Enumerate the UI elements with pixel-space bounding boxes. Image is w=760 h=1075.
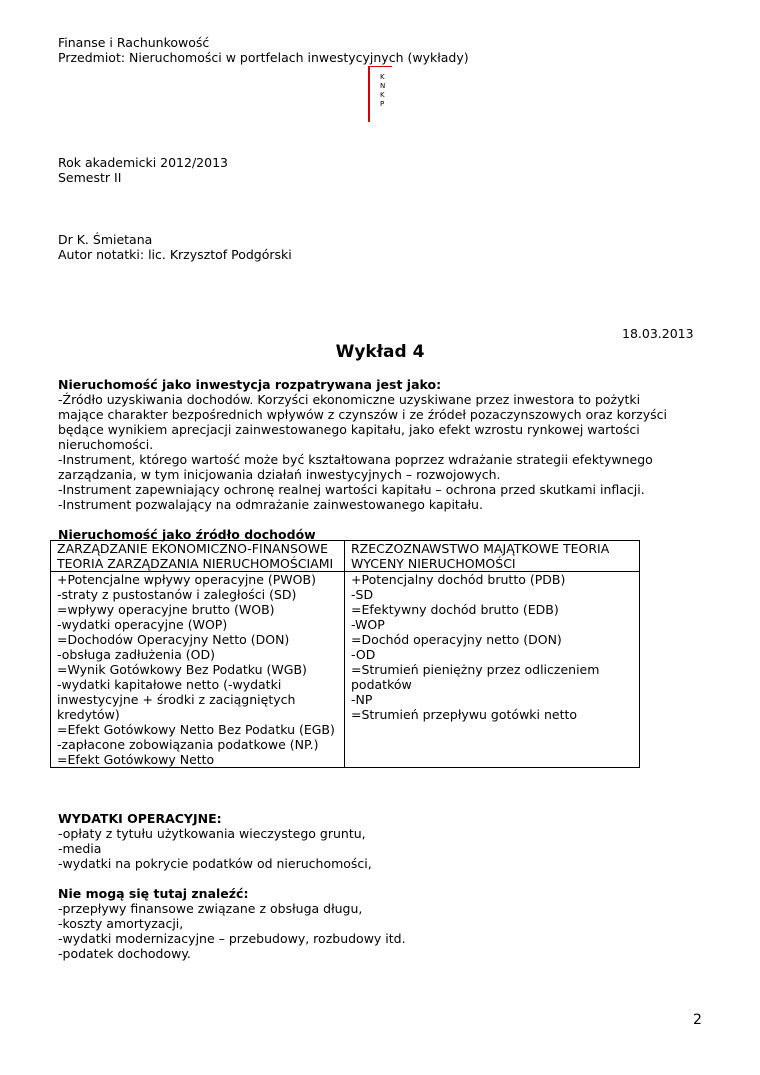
table-line: =Efekt Gotówkowy Netto Bez Podatku (EGB) [57, 722, 335, 737]
page-number: 2 [693, 1012, 702, 1028]
excluded-item: -podatek dochodowy. [58, 946, 191, 961]
intro-line: zarządzania, w tym inicjowania działań inwestycyjnych – rozwojowych. [58, 467, 501, 482]
table-header-text: ZARZĄDZANIE EKONOMICZNO-FINANSOWE TEORIA ZARZĄDZANIA NIERUCHOMOŚCIAMI [57, 541, 334, 571]
intro-line: -Źródło uzyskiwania dochodów. Korzyści ekonomiczne uzyskiwane przez inwestora to pożytki [58, 392, 641, 407]
intro-line: mające charakter bezpośrednich wpływów z czynszów i ze źródeł pozaczynszowych oraz korzyści [58, 407, 667, 422]
table-line: -WOP [351, 617, 385, 632]
table-line: -straty z pustostanów i zaległości (SD) [57, 587, 297, 602]
intro-line: będące wynikiem aprecjacji zainwestowanego kapitału, jako efekt wzrostu rynkowej wartości [58, 422, 640, 437]
intro-heading: Nieruchomość jako inwestycja rozpatrywana jest jako: [58, 377, 442, 392]
table-line: =Wynik Gotówkowy Bez Podatku (WGB) [57, 662, 307, 677]
operating-expenses-section [58, 811, 372, 871]
table-header-cell [51, 541, 345, 572]
logo-letter: P [380, 100, 385, 108]
table-line: =Efekt Gotówkowy Netto [57, 752, 215, 767]
intro-section [58, 377, 667, 512]
table-line: -NP [351, 692, 373, 707]
intro-line: -Instrument, którego wartość może być kształtowana poprzez wdrażanie strategii efektywnego [58, 452, 653, 467]
table-header-row [51, 541, 640, 572]
excluded-item: -przepływy finansowe związane z obsługa długu, [58, 901, 363, 916]
table-line: -wydatki operacyjne (WOP) [57, 617, 228, 632]
academic-year: Rok akademicki 2012/2013 [58, 155, 228, 170]
lecturer-name: Dr K. Śmietana [58, 232, 153, 247]
intro-line: nieruchomości. [58, 437, 154, 452]
income-comparison-table [50, 540, 640, 768]
table-header-cell [345, 541, 640, 572]
faculty-name: Finanse i Rachunkowość [58, 35, 210, 50]
course-subject: Przedmiot: Nieruchomości w portfelach inwestycyjnych (wykłady) [58, 50, 469, 65]
table-row [51, 572, 640, 768]
logo-letter: K [380, 73, 385, 81]
table-cell-valuation [345, 572, 640, 768]
opex-item: -wydatki na pokrycie podatków od nieruchomości, [58, 856, 372, 871]
document-header [58, 35, 469, 65]
table-header-text: RZECZOZNAWSTWO MAJĄTKOWE TEORIA WYCENY NIERUCHOMOŚCI [351, 541, 610, 571]
knkp-logo [368, 66, 398, 124]
table-line: =Strumień pieniężny przez odliczeniem podatków [351, 662, 600, 692]
table-line: -wydatki kapitałowe netto (-wydatki inwestycyjne + środki z zaciągniętych kredytów) [57, 677, 296, 722]
excluded-heading: Nie mogą się tutaj znaleźć: [58, 886, 249, 901]
table-line: =Dochodów Operacyjny Netto (DON) [57, 632, 290, 647]
author-info [58, 232, 292, 262]
table-line: -SD [351, 587, 374, 602]
table-line: -OD [351, 647, 376, 662]
opex-item: -opłaty z tytułu użytkowania wieczystego gruntu, [58, 826, 366, 841]
table-line: =Strumień przepływu gotówki netto [351, 707, 578, 722]
notes-author: Autor notatki: lic. Krzysztof Podgórski [58, 247, 292, 262]
logo-letters [380, 73, 385, 109]
excluded-item: -wydatki modernizacyjne – przebudowy, rozbudowy itd. [58, 931, 406, 946]
excluded-item: -koszty amortyzacji, [58, 916, 184, 931]
academic-info [58, 155, 228, 185]
table-line: +Potencjalny dochód brutto (PDB) [351, 572, 566, 587]
semester: Semestr II [58, 170, 122, 185]
table-cell-management [51, 572, 345, 768]
logo-letter: K [380, 91, 385, 99]
table-line: -zapłacone zobowiązania podatkowe (NP.) [57, 737, 319, 752]
opex-item: -media [58, 841, 102, 856]
table-line: -obsługa zadłużenia (OD) [57, 647, 216, 662]
table-line: =Dochód operacyjny netto (DON) [351, 632, 562, 647]
lecture-date: 18.03.2013 [622, 326, 694, 341]
table-line: +Potencjalne wpływy operacyjne (PWOB) [57, 572, 316, 587]
income-section-heading: Nieruchomość jako źródło dochodów [58, 527, 316, 542]
table-line: =Efektywny dochód brutto (EDB) [351, 602, 559, 617]
logo-horizontal-line [368, 66, 392, 67]
table-line: =wpływy operacyjne brutto (WOB) [57, 602, 275, 617]
excluded-items-section [58, 886, 406, 961]
intro-line: -Instrument pozwalający na odmrażanie zainwestowanego kapitału. [58, 497, 483, 512]
lecture-title: Wykład 4 [335, 342, 425, 362]
opex-heading: WYDATKI OPERACYJNE: [58, 811, 222, 826]
logo-letter: N [380, 82, 386, 90]
intro-line: -Instrument zapewniający ochronę realnej wartości kapitału – ochrona przed skutkami inflacji. [58, 482, 645, 497]
logo-vertical-line [368, 66, 370, 122]
